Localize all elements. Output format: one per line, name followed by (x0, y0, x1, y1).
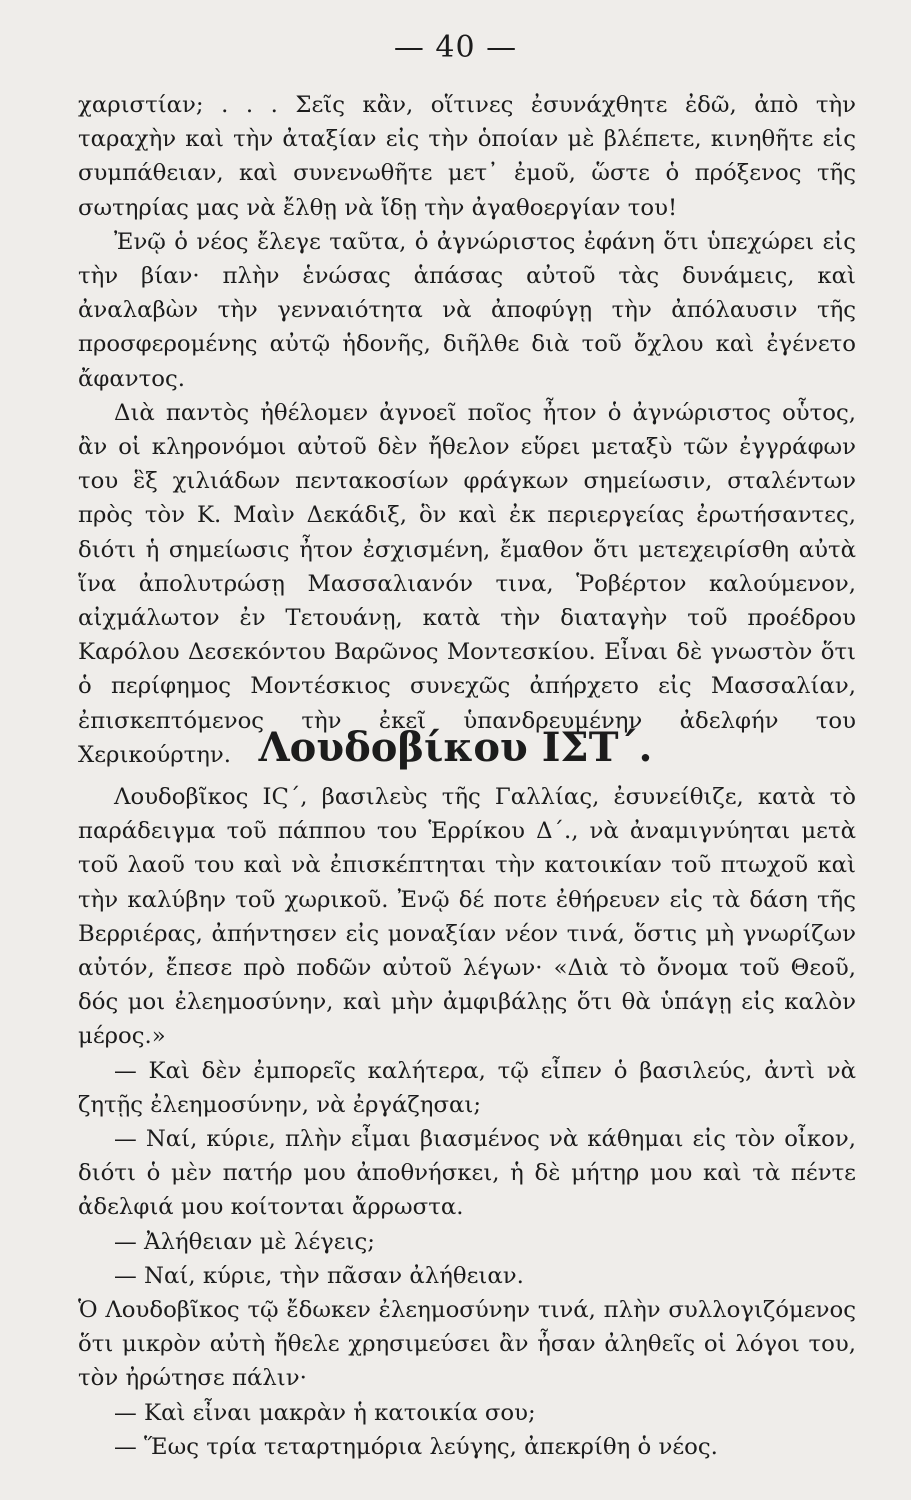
page-number: — 40 — (393, 30, 518, 65)
section-heading: Λουδοβίκου ΙΣΤ΄. (258, 724, 653, 771)
paragraph: Διὰ παντὸς ἠθέλομεν ἀγνοεῖ ποῖος ἦτον ὁ ἀγνώριστος οὗτος, ἂν οἱ κληρονόμοι αὐτοῦ δὲν ἤθελον εὕρει μεταξὺ τῶν ἐγγράφων του ἓξ χιλιάδων πεντακοσίων φράγκων σημείωσιν, σταλέντων πρὸς τὸν Κ. Μαὶν Δεκάδιξ, ὃν καὶ ἐκ περιεργείας ἐρωτήσαντες, διότι ἡ σημείωσις ἦτον ἐσχισμένη, ἔμαθον ὅτι μετεχειρίσθη αὐτὰ ἵνα ἀπολυτρώσῃ Μασσαλιανόν τινα, Ῥοβέρτον καλούμενον, αἰχμάλωτον ἐν Τετουάνῃ, κατὰ τὴν διαταγὴν τοῦ προέδρου Καρόλου Δεσεκόντου Βαρῶνος Μοντεσκίου. Εἶναι δὲ γνωστὸν ὅτι ὁ περίφημος Μοντέσκιος συνεχῶς ἀπήρχετο εἰς Μασσαλίαν, ἐπισκεπτόμενος τὴν ἐκεῖ ὑπανδρευμένην ἀδελφήν του Χερικούρτην. (78, 399, 856, 768)
paragraph: Ὁ Λουδοβῖκος τῷ ἔδωκεν ἐλεημοσύνην τινά, πλὴν συλλογιζόμενος ὅτι μικρὸν αὐτὴ ἤθελε χρησιμεύσει ἂν ἦσαν ἀληθεῖς οἱ λόγοι του, τὸν ἠρώτησε πάλιν· (78, 1297, 856, 1392)
dialogue-line: — Ναί, κύριε, τὴν πᾶσαν ἀλήθειαν. (114, 1262, 524, 1289)
paragraph: Λουδοβῖκος ΙϚ΄, βασιλεὺς τῆς Γαλλίας, ἐσυνείθιζε, κατὰ τὸ παράδειγμα τοῦ πάππου του Ἑρρίκου Δ΄., νὰ ἀναμιγνύηται μετὰ τοῦ λαοῦ του καὶ νὰ ἐπισκέπτηται τὴν κατοικίαν τοῦ πτωχοῦ καὶ τὴν καλύβην τοῦ χωρικοῦ. Ἐνῷ δέ ποτε ἐθήρευεν εἰς τὰ δάση τῆς Βερριέρας, ἀπήντησεν εἰς μοναξίαν νέον τινά, ὅστις μὴ γνωρίζων αὐτόν, ἔπεσε πρὸ ποδῶν αὐτοῦ λέγων· «Διὰ τὸ ὄνομα τοῦ Θεοῦ, δός μοι ἐλεημοσύνην, καὶ μὴν ἀμφιβάλῃς ὅτι θὰ ὑπάγῃ εἰς καλὸν μέρος.» (78, 784, 856, 1050)
dialogue-line: — Καὶ δὲν ἐμπορεῖς καλήτερα, τῷ εἶπεν ὁ βασιλεύς, ἀντὶ νὰ ζητῇς ἐλεημοσύνην, νὰ ἐργάζησαι; (78, 1057, 856, 1118)
text-block-bottom (78, 780, 856, 1464)
dialogue-line: — Ἀλήθειαν μὲ λέγεις; (114, 1228, 375, 1255)
text-block-top (78, 88, 856, 772)
paragraph: χαριστίαν; . . . Σεῖς κἂν, οἵτινες ἐσυνάχθητε ἐδῶ, ἀπὸ τὴν ταραχὴν καὶ τὴν ἀταξίαν εἰς τὴν ὁποίαν μὲ βλέπετε, κινηθῆτε εἰς συμπάθειαν, καὶ συνενωθῆτε μετ᾽ ἐμοῦ, ὥστε ὁ πρόξενος τῆς σωτηρίας μας νὰ ἔλθῃ νὰ ἴδῃ τὴν ἀγαθοεργίαν του! (78, 92, 856, 221)
dialogue-line: — Ναί, κύριε, πλὴν εἶμαι βιασμένος νὰ κάθημαι εἰς τὸν οἶκον, διότι ὁ μὲν πατήρ μου ἀποθνήσκει, ἡ δὲ μήτηρ μου καὶ τὰ πέντε ἀδελφιά μου κοίτονται ἄρρωστα. (78, 1126, 856, 1221)
dialogue-line: — Ἕως τρία τεταρτημόρια λεύγης, ἀπεκρίθη ὁ νέος. (114, 1433, 718, 1460)
dialogue-line: — Καὶ εἶναι μακρὰν ἡ κατοικία σου; (114, 1399, 536, 1426)
paragraph: Ἐνῷ ὁ νέος ἔλεγε ταῦτα, ὁ ἀγνώριστος ἐφάνη ὅτι ὑπεχώρει εἰς τὴν βίαν· πλὴν ἑνώσας ἁπάσας αὐτοῦ τὰς δυνάμεις, καὶ ἀναλαβὼν τὴν γενναιότητα νὰ ἀποφύγῃ τὴν ἀπόλαυσιν τῆς προσφερομένης αὐτῷ ἡδονῆς, διῆλθε διὰ τοῦ ὄχλου καὶ ἐγένετο ἄφαντος. (78, 228, 856, 392)
